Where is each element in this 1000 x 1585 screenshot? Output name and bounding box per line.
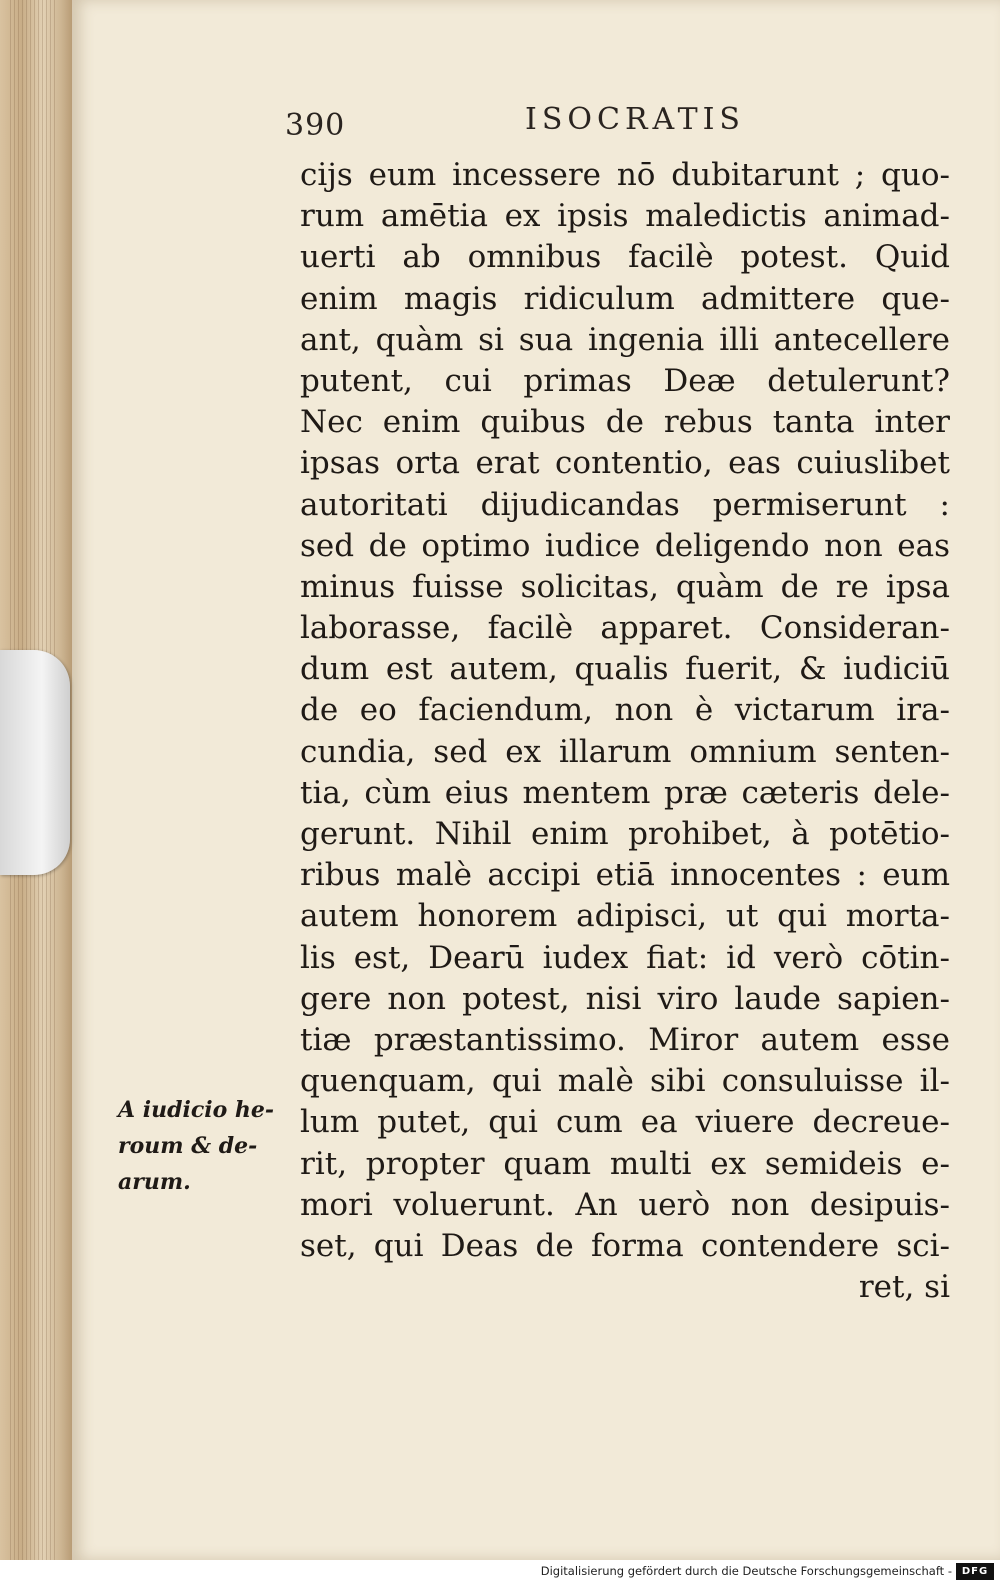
page-number: 390	[285, 108, 346, 143]
dfg-logo-icon: DFG	[956, 1563, 994, 1580]
text-line: ribus malè accipi etiā innocentes : eum	[300, 857, 950, 894]
text-line: cijs eum incessere nō dubitarunt ; quo-	[300, 157, 950, 193]
text-line: gere non potest, nisi viro laude sapien-	[300, 980, 950, 1017]
text-line: sed de optimo iudice deligendo non eas	[300, 527, 950, 564]
funding-credit: Digitalisierung gefördert durch die Deutsche Forschungsgemeinschaft -	[540, 1564, 952, 1578]
text-line: autem honorem adipisci, ut qui morta-	[300, 898, 950, 935]
text-line: set, qui Deas de forma contendere sci-	[300, 1227, 950, 1264]
text-line: rit, propter quam multi ex semideis e-	[300, 1145, 950, 1182]
text-line: quenquam, qui malè sibi consuluisse il-	[300, 1063, 950, 1100]
text-line: minus fuisse solicitas, quàm de re ipsa	[300, 568, 950, 605]
text-line: lis est, Dearū iudex fiat: id verò cōtin-	[300, 939, 950, 976]
footer	[0, 1560, 1000, 1585]
text-line: Nec enim quibus de rebus tanta inter	[300, 404, 950, 441]
text-line: tia, cùm eius mentem præ cæteris dele-	[300, 774, 950, 811]
body-text	[300, 155, 950, 1308]
text-line: dum est autem, qualis fuerit, & iudiciū	[300, 651, 950, 688]
text-line: uerti ab omnibus facilè potest. Quid	[300, 239, 950, 276]
margin-note-line: A iudicio he-	[118, 1097, 275, 1123]
margin-note-line: roum & de-	[118, 1133, 258, 1159]
text-line: rum amētia ex ipsis maledictis animad-	[300, 198, 950, 235]
text-line: putent, cui primas Deæ detulerunt?	[300, 362, 950, 399]
page-header	[285, 100, 765, 144]
page-clip	[0, 650, 70, 875]
text-line: cundia, sed ex illarum omnium senten-	[300, 733, 950, 770]
text-line: lum putet, qui cum ea viuere decreue-	[300, 1104, 950, 1141]
margin-note	[118, 1092, 290, 1200]
text-line: ret, si	[858, 1269, 950, 1306]
running-head: ISOCRATIS	[525, 102, 745, 137]
text-line: tiæ præstantissimo. Miror autem esse	[300, 1021, 950, 1058]
text-line: mori voluerunt. An uerò non desipuis-	[300, 1186, 950, 1223]
text-line: ipsas orta erat contentio, eas cuiuslibet	[300, 445, 950, 482]
text-line: laborasse, facilè apparet. Consideran-	[300, 610, 950, 647]
text-line: autoritati dijudicandas permiserunt :	[300, 486, 950, 523]
text-line: enim magis ridiculum admittere que-	[300, 280, 950, 317]
margin-note-line: arum.	[118, 1169, 191, 1195]
text-line: de eo faciendum, non è victarum ira-	[300, 692, 950, 729]
text-line: gerunt. Nihil enim prohibet, à potētio-	[300, 816, 950, 852]
text-line: ant, quàm si sua ingenia illi antecellere	[300, 321, 950, 358]
